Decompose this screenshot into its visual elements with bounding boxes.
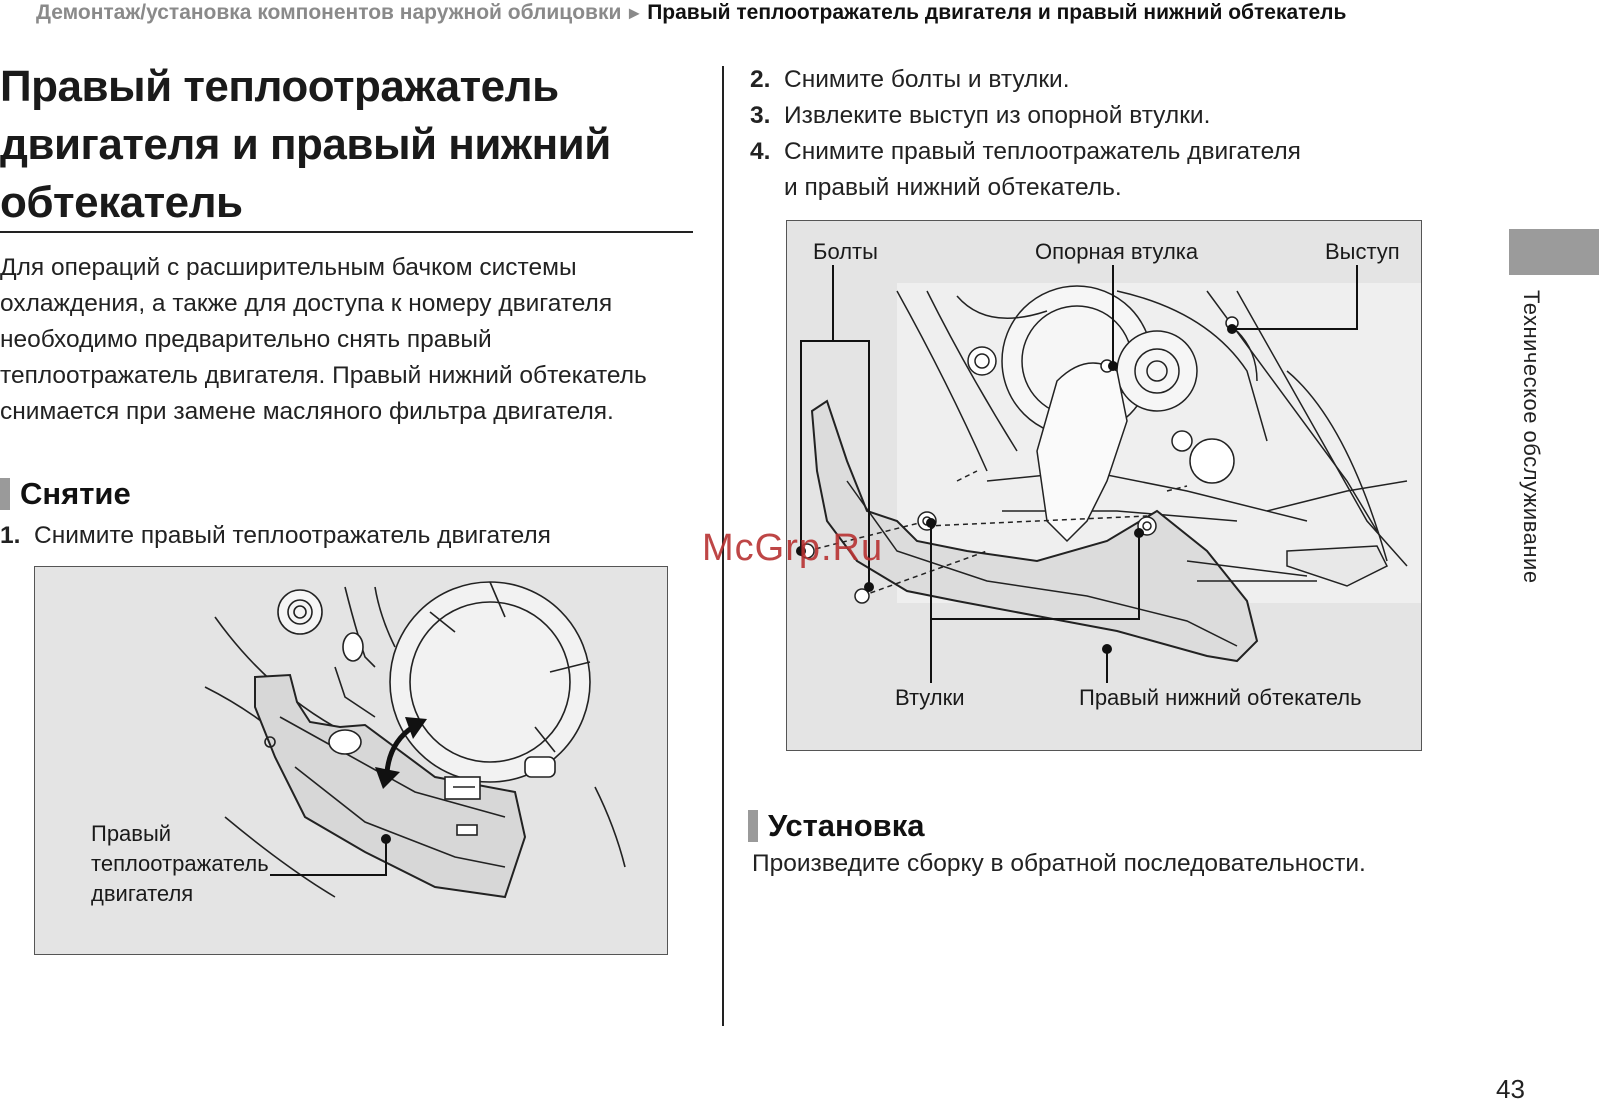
step-text-continued: и правый нижний обтекатель.	[784, 174, 1122, 201]
side-tab-marker[interactable]	[1509, 229, 1599, 275]
heat-guard-label	[91, 819, 269, 909]
step-1	[0, 518, 551, 554]
breadcrumb	[36, 0, 1596, 30]
removal-heading	[0, 476, 131, 512]
intro-line: снимается при замене масляного фильтра двигателя.	[0, 398, 614, 425]
intro-line: теплоотражатель двигателя. Правый нижний обтекатель	[0, 362, 647, 389]
installation-text: Произведите сборку в обратной последовательности.	[752, 850, 1366, 877]
intro-paragraph	[0, 250, 690, 430]
bolts-label: Болты	[813, 239, 878, 264]
breadcrumb-arrow-icon: ►	[625, 3, 644, 23]
watermark: McGrp.Ru	[702, 527, 884, 569]
lower-cowl-illustration	[787, 221, 1422, 751]
heat-guard-figure	[34, 566, 668, 955]
step-2	[750, 62, 1070, 98]
lower-cowl-figure	[786, 220, 1422, 751]
intro-line: необходимо предварительно снять правый	[0, 326, 492, 353]
intro-line: Для операций с расширительным бачком системы	[0, 254, 577, 281]
step-text: Снимите болты и втулки.	[784, 66, 1070, 93]
page-title	[0, 58, 690, 232]
section-marker-icon	[0, 478, 10, 510]
intro-line: охлаждения, а также для доступа к номеру двигателя	[0, 290, 613, 317]
lower-cowl-label: Правый нижний обтекатель	[1079, 685, 1362, 710]
step-number: 4.	[750, 138, 771, 165]
page-title-line: обтекатель	[0, 178, 243, 227]
breadcrumb-current: Правый теплоотражатель двигателя и правый нижний обтекатель	[647, 1, 1347, 24]
section-marker-icon	[748, 810, 758, 842]
page-number: 43	[1496, 1074, 1525, 1104]
side-tab-label: Техническое обслуживание	[1519, 290, 1544, 584]
grommet-label: Опорная втулка	[1035, 239, 1199, 264]
collars-label: Втулки	[895, 685, 965, 710]
installation-heading	[748, 808, 924, 844]
page-title-line: Правый теплоотражатель	[0, 62, 559, 111]
step-text: Извлеките выступ из опорной втулки.	[784, 102, 1211, 129]
installation-heading-text: Установка	[768, 808, 925, 843]
step-text: Снимите правый теплоотражатель двигателя	[784, 138, 1301, 165]
page-title-line: двигателя и правый нижний	[0, 120, 611, 169]
step-number: 3.	[750, 102, 771, 129]
heat-guard-label-line: двигателя	[91, 881, 194, 906]
step-4	[750, 134, 1370, 206]
title-divider	[0, 231, 693, 233]
breadcrumb-parent[interactable]: Демонтаж/установка компонентов наружной облицовки	[36, 1, 622, 24]
heat-guard-label-line: Правый	[91, 821, 172, 846]
step-3	[750, 98, 1210, 134]
step-text: Снимите правый теплоотражатель двигателя	[34, 522, 551, 549]
tab-label: Выступ	[1325, 239, 1400, 264]
step-number: 1.	[0, 522, 21, 549]
heat-guard-label-line: теплоотражатель	[91, 851, 269, 876]
removal-heading-text: Снятие	[20, 476, 131, 511]
step-number: 2.	[750, 66, 771, 93]
